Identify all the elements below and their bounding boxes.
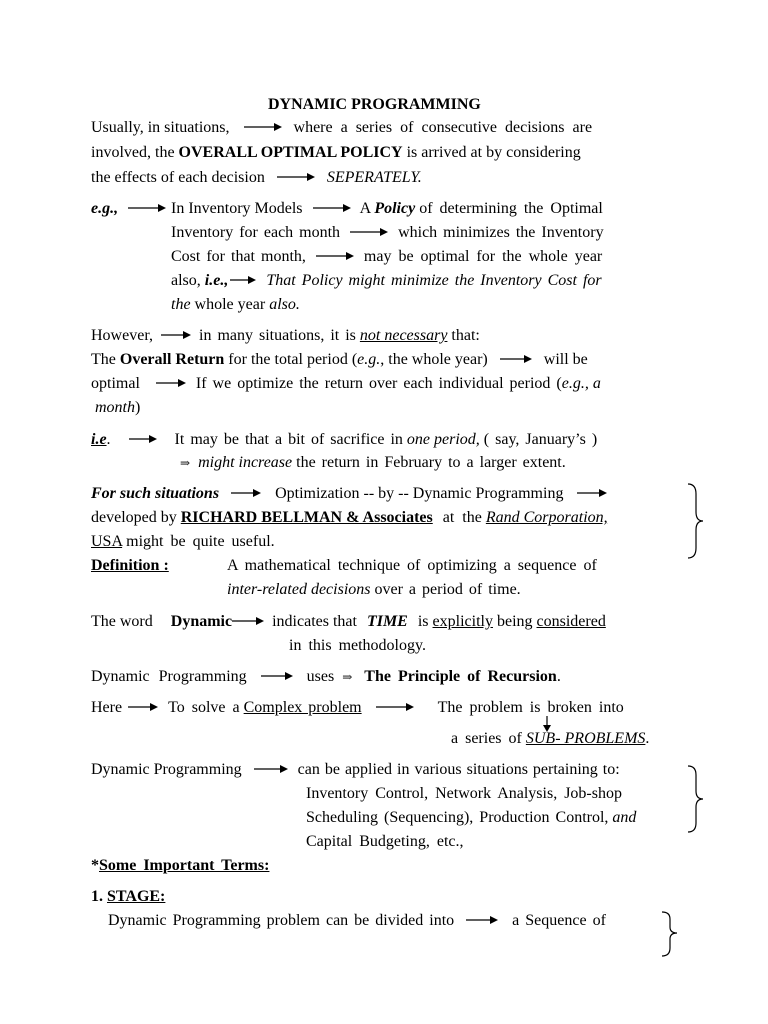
recursion-text: uses	[306, 668, 335, 685]
stage-heading: STAGE:	[107, 888, 166, 905]
word-line-2	[289, 636, 426, 656]
such-line-3	[91, 532, 275, 552]
month-text: month	[95, 399, 135, 416]
eg-text: Cost for that month,	[171, 248, 306, 265]
right-arrow-icon	[231, 488, 261, 498]
however-line-4	[95, 398, 140, 418]
right-arrow-icon	[254, 764, 288, 774]
however-text: The	[91, 351, 116, 368]
and-text: and	[612, 809, 637, 826]
ie-text: It may be that a bit of sacrifice in	[174, 431, 403, 448]
here-text: Here	[91, 699, 123, 716]
right-arrow-icon	[350, 227, 388, 237]
ie-label: i.e	[91, 431, 107, 448]
terms-heading-line	[91, 856, 269, 876]
stage-line-1	[108, 911, 606, 931]
eg-italic-text: That Policy might minimize the Inventory Cost for	[266, 272, 602, 289]
right-arrow-icon	[466, 915, 498, 925]
intro-text: is arrived at by considering	[406, 144, 581, 161]
applied-line-3	[306, 808, 636, 828]
right-arrow-icon	[128, 203, 166, 213]
recursion-text: Dynamic Programming	[91, 668, 247, 685]
inter-related-decisions: inter-related decisions	[227, 581, 371, 598]
here-text: .	[645, 730, 650, 747]
eg-line-3	[171, 247, 602, 267]
here-text: The problem is broken into	[437, 699, 624, 716]
stage-text: Dynamic Programming problem can be divided into	[108, 912, 455, 929]
eg-abbrev: e.g.	[357, 351, 381, 368]
eg-text: In Inventory Models	[171, 200, 303, 217]
right-arrow-icon	[277, 172, 315, 182]
intro-text: the effects of each decision	[91, 169, 265, 186]
definition-line-2	[227, 580, 521, 600]
eg-label: e.g.,	[91, 200, 119, 217]
eg-text: Inventory for each month	[171, 224, 341, 241]
right-arrow-icon	[161, 330, 191, 340]
applied-line-1	[91, 760, 620, 780]
stage-text: a Sequence of	[512, 912, 606, 929]
applied-line-4	[306, 832, 464, 852]
however-text: for the total period (	[228, 351, 358, 368]
word-text: is	[417, 613, 429, 630]
right-arrow-icon	[230, 275, 256, 285]
eg-line-2	[171, 223, 604, 243]
eg-text: which minimizes the Inventory	[398, 224, 604, 241]
definition-text: over a period of time.	[374, 581, 521, 598]
dynamic-text: Dynamic	[170, 613, 233, 630]
however-text: will be	[543, 351, 588, 368]
intro-text: involved, the	[91, 144, 175, 161]
eg-text: of determining the Optimal	[419, 200, 603, 217]
eg-italic-text: also.	[269, 296, 300, 313]
intro-line-3	[91, 168, 422, 188]
might-increase-text: might increase	[198, 454, 293, 471]
such-text: might be quite useful.	[126, 533, 275, 550]
however-line-3	[91, 374, 601, 394]
intro-line-1	[91, 118, 677, 138]
word-line-1	[91, 612, 606, 632]
for-such-situations: For such situations	[91, 485, 220, 502]
applied-text: Inventory Control, Network Analysis, Job-shop	[306, 785, 622, 802]
applied-text: Dynamic Programming	[91, 761, 242, 778]
word-text: indicates that	[272, 613, 357, 630]
however-line-2	[91, 350, 588, 370]
implies-icon: ⇒	[342, 670, 353, 684]
intro-text: Usually, in situations,	[91, 119, 230, 136]
eg-text: A	[359, 200, 371, 217]
terms-heading: Some Important Terms:	[99, 857, 270, 874]
time-text: TIME	[366, 613, 408, 630]
such-line-2	[91, 508, 608, 528]
here-line-1	[91, 698, 624, 718]
here-text: To solve a	[168, 699, 240, 716]
considered-text: considered	[536, 613, 606, 630]
definition-text: A mathematical technique of optimizing a sequence of	[227, 557, 597, 574]
explicitly-text: explicitly	[432, 613, 493, 630]
eg-line-1-text	[171, 199, 603, 219]
right-arrow-icon	[244, 122, 282, 132]
applied-text: Capital Budgeting, etc.,	[306, 833, 464, 850]
such-text: Optimization -- by -- Dynamic Programming	[275, 485, 564, 502]
usa-text: USA	[91, 533, 123, 550]
ie-line-1	[91, 430, 597, 450]
policy-text: Policy	[374, 200, 416, 217]
ie-dot: .	[106, 431, 111, 448]
sub-problems: SUB- PROBLEMS	[525, 730, 646, 747]
here-text: a series of	[451, 730, 522, 747]
eg-italic-text: the	[171, 296, 191, 313]
right-arrow-icon	[577, 488, 607, 498]
definition-text-1	[227, 556, 597, 576]
eg-text: may be optimal for the whole year	[363, 248, 603, 265]
however-text: , the whole year)	[380, 351, 488, 368]
applied-text: Scheduling (Sequencing), Production Control,	[306, 809, 609, 826]
however-line-1	[91, 326, 480, 346]
overall-optimal-policy: OVERALL OPTIMAL POLICY	[178, 144, 403, 161]
right-brace-icon	[660, 910, 680, 958]
definition-line-1	[91, 556, 169, 576]
however-text: in many situations, it is	[199, 327, 356, 344]
eg-text: whole year	[194, 296, 266, 313]
applied-line-2	[306, 784, 622, 804]
eg-line-5	[171, 295, 300, 315]
asterisk: *	[91, 857, 99, 874]
right-arrow-icon	[129, 434, 157, 444]
right-brace-icon	[686, 482, 706, 560]
such-line-1	[91, 484, 613, 504]
eg-text: also,	[171, 272, 201, 289]
ie-inline-label: i.e.,	[204, 272, 229, 289]
eg-line-4	[171, 271, 602, 291]
right-arrow-icon	[232, 616, 264, 626]
recursion-line	[91, 667, 561, 687]
intro-text: where a series of consecutive decisions are	[293, 119, 593, 136]
right-arrow-icon	[128, 702, 158, 712]
principle-of-recursion: The Principle of Recursion	[364, 668, 557, 685]
rand-corporation: Rand Corporation,	[485, 509, 608, 526]
however-text: optimal	[91, 375, 140, 392]
overall-return-text: Overall Return	[119, 351, 225, 368]
here-line-2	[451, 729, 649, 749]
right-arrow-icon	[313, 203, 351, 213]
ie-text: the return in February to a larger extent.	[296, 454, 566, 471]
word-text: The word	[91, 613, 153, 630]
such-text: developed by	[91, 509, 177, 526]
stage-number: 1.	[91, 888, 103, 905]
however-text: However,	[91, 327, 153, 344]
complex-problem: Complex problem	[243, 699, 362, 716]
one-period-text: one period,	[406, 431, 480, 448]
however-text: that:	[451, 327, 480, 344]
however-text: )	[135, 399, 141, 416]
ie-text: ( say, January’s )	[483, 431, 598, 448]
recursion-text: .	[556, 668, 561, 685]
however-text: If we optimize the return over each individual period (	[195, 375, 562, 392]
right-arrow-icon	[500, 354, 532, 364]
ie-line-2	[180, 453, 566, 473]
stage-heading-line	[91, 887, 165, 907]
right-arrow-icon	[376, 702, 414, 712]
implies-icon: ⇒	[180, 456, 191, 470]
eg-line-1	[91, 199, 172, 219]
applied-text: can be applied in various situations pertaining to:	[297, 761, 620, 778]
definition-label: Definition :	[91, 557, 169, 574]
separately-text: SEPERATELY.	[326, 169, 422, 186]
eg-abbrev: e.g., a	[561, 375, 601, 392]
right-arrow-icon	[316, 251, 354, 261]
word-text: in this methodology.	[289, 637, 426, 654]
intro-line-2	[91, 143, 581, 163]
page-title: DYNAMIC PROGRAMMING	[268, 96, 481, 113]
right-arrow-icon	[156, 378, 186, 388]
word-text: being	[496, 613, 533, 630]
richard-bellman: RICHARD BELLMAN & Associates	[180, 509, 433, 526]
such-text: at the	[442, 509, 482, 526]
right-arrow-icon	[261, 671, 293, 681]
not-necessary-text: not necessary	[359, 327, 448, 344]
right-brace-icon	[686, 764, 706, 834]
